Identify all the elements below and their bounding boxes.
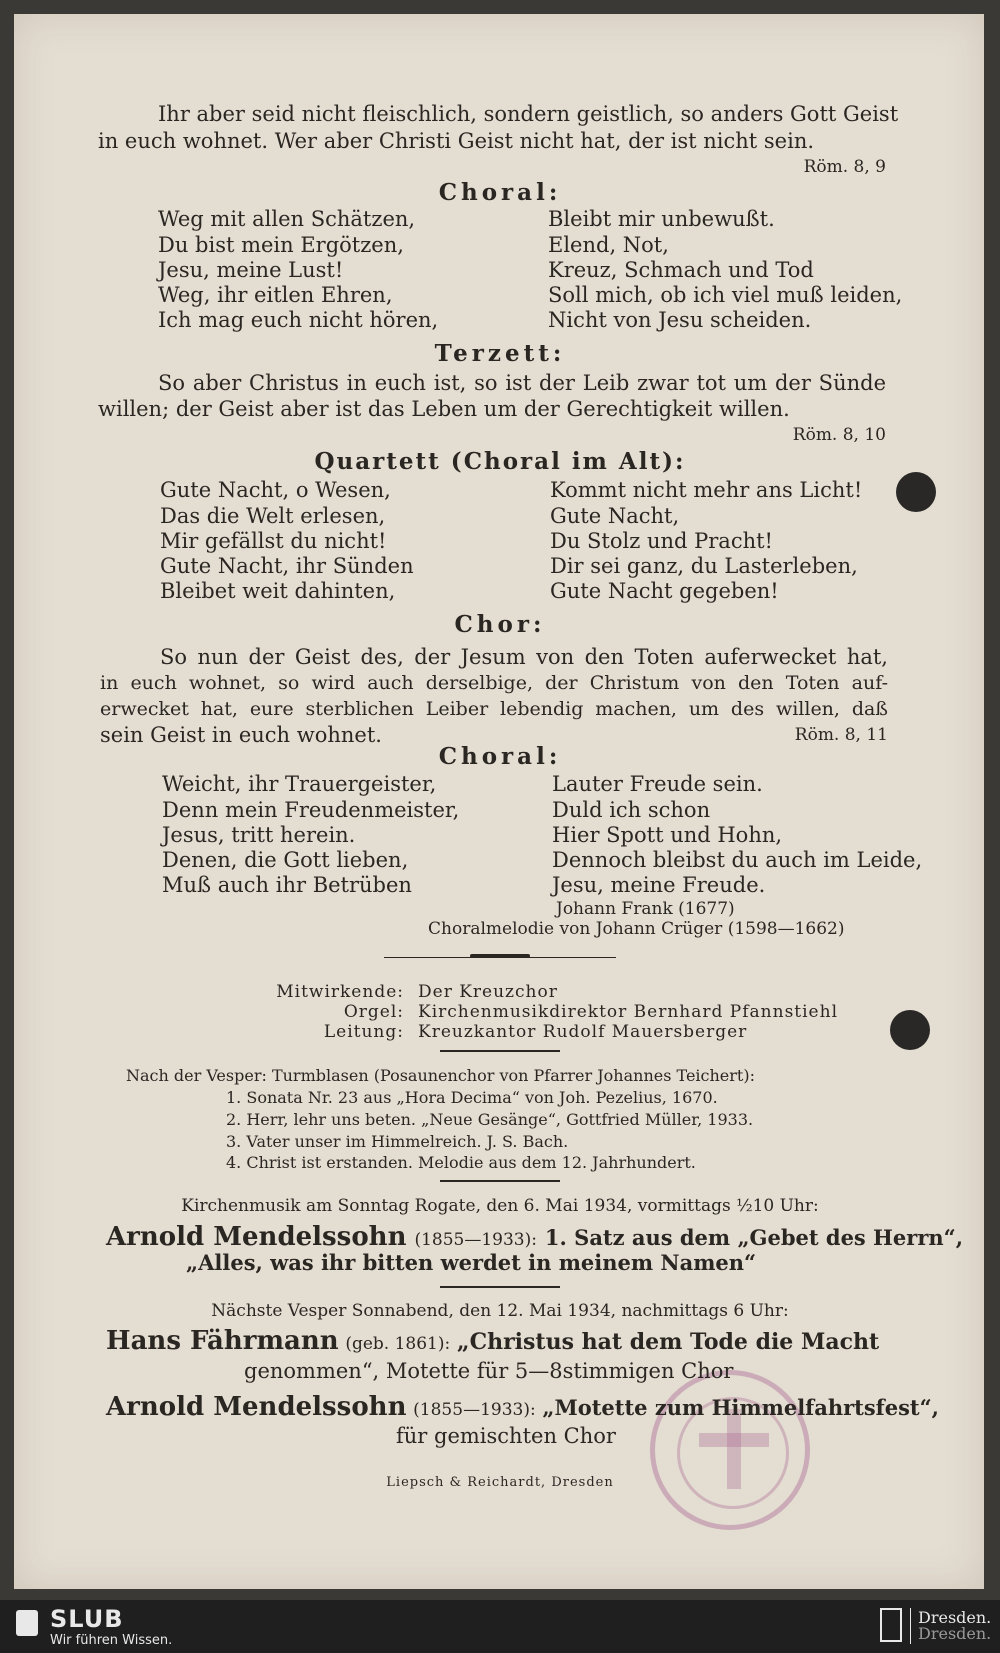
verse-line: Elend, Not, (548, 233, 669, 257)
punch-hole-upper (896, 472, 936, 512)
work-title: für gemischten Chor (396, 1424, 616, 1448)
verse-line: Das die Welt erlesen, (160, 504, 386, 528)
verse-line: Dir sei ganz, du Lasterleben, (550, 554, 858, 578)
credit-name: Kirchenmusikdirektor Bernhard Pfannstiehl (418, 1002, 839, 1022)
verse-line: Gute Nacht gegeben! (550, 579, 779, 603)
section-heading: Choral: (438, 743, 562, 770)
verse-line: Lauter Freude sein. (552, 772, 763, 796)
text-line: in euch wohnet, so wird auch derselbige, der Christum von den Toten auf- (100, 672, 888, 694)
composer-name: Arnold Mendelssohn (106, 1222, 407, 1252)
verse-line: Weg mit allen Schätzen, (158, 207, 416, 231)
credit-role: Orgel: (343, 1002, 404, 1022)
punch-hole-lower (890, 1010, 930, 1050)
work-title: „Alles, was ihr bitten werdet in meinem Namen“ (186, 1250, 757, 1275)
composer-dates: (1855—1933): (414, 1230, 537, 1250)
divider (910, 1608, 911, 1644)
verse-line: Weg, ihr eitlen Ehren, (158, 283, 393, 307)
verse-line: Nicht von Jesu scheiden. (548, 308, 812, 332)
verse-line: Gute Nacht, o Wesen, (160, 478, 391, 502)
verse-line: Bleibet weit dahinten, (160, 579, 396, 603)
turmblasen-intro: Nach der Vesper: Turmblasen (Posaunenchor von Pfarrer Johannes Teichert): (126, 1066, 755, 1085)
text-line: Ihr aber seid nicht fleischlich, sondern geistlich, so anders Gott Geist (158, 102, 899, 126)
naechste-line (106, 1328, 879, 1357)
text-line: in euch wohnet. Wer aber Christi Geist nicht hat, der ist nicht sein. (98, 129, 815, 153)
verse-line: Kreuz, Schmach und Tod (548, 258, 814, 282)
verse-line: Bleibt mir unbewußt. (548, 207, 775, 231)
book-icon (16, 1610, 38, 1636)
city-name-mirror: Dresden. (918, 1624, 992, 1643)
verse-line: Du Stolz und Pracht! (550, 529, 773, 553)
verse-line: Gute Nacht, ihr Sünden (160, 554, 414, 578)
credit-name: Der Kreuzchor (418, 982, 558, 1002)
verse-line: Mir gefällst du nicht! (160, 529, 387, 553)
naechste-intro: Nächste Vesper Sonnabend, den 12. Mai 1934, nachmittags 6 Uhr: (211, 1301, 789, 1321)
composer-name: Hans Fährmann (106, 1326, 339, 1356)
list-item: 1. Sonata Nr. 23 aus „Hora Decima“ von Joh. Pezelius, 1670. (226, 1088, 718, 1107)
city-name[interactable]: Dresden. (918, 1608, 992, 1627)
composer-dates: (geb. 1861): (345, 1334, 451, 1354)
text-line: willen; der Geist aber ist das Leben um der Gerechtigkeit willen. (98, 397, 790, 421)
divider (440, 1050, 560, 1052)
work-title: „Motette zum Himmelfahrtsfest“, (542, 1395, 939, 1420)
library-tagline: Wir führen Wissen. (50, 1633, 173, 1648)
verse-line: Jesus, tritt herein. (162, 823, 356, 847)
verse-line: Weicht, ihr Trauergeister, (162, 772, 437, 796)
section-heading: Chor: (454, 611, 546, 638)
melody-credit: Choralmelodie von Johann Crüger (1598—1662) (428, 919, 845, 939)
section-heading: Choral: (438, 179, 562, 206)
verse-line: Jesu, meine Lust! (158, 258, 344, 282)
text-line: So aber Christus in euch ist, so ist der Leib zwar tot um der Sünde (158, 371, 886, 395)
list-item: 2. Herr, lehr uns beten. „Neue Gesänge“, Gottfried Müller, 1933. (226, 1110, 754, 1129)
viewer-footer (0, 1600, 1000, 1653)
section-heading: Quartett (Choral im Alt): (314, 448, 686, 475)
divider (440, 1180, 560, 1182)
text-line: erwecket hat, eure sterblichen Leiber lebendig machen, um des willen, daß (100, 698, 888, 720)
verse-line: Du bist mein Ergötzen, (158, 233, 404, 257)
verse-line: Denn mein Freudenmeister, (162, 798, 460, 822)
kirchenmusik-intro: Kirchenmusik am Sonntag Rogate, den 6. Mai 1934, vormittags ½10 Uhr: (181, 1196, 819, 1216)
credit-name: Kreuzkantor Rudolf Mauersberger (418, 1022, 748, 1042)
verse-line: Soll mich, ob ich viel muß leiden, (548, 283, 903, 307)
printer-imprint: Liepsch & Reichardt, Dresden (386, 1475, 614, 1490)
bible-reference: Röm. 8, 10 (792, 425, 886, 445)
bible-reference: Röm. 8, 11 (794, 725, 888, 745)
library-name[interactable]: SLUB (50, 1605, 124, 1633)
verse-line: Denen, die Gott lieben, (162, 848, 409, 872)
author-credit: Johann Frank (1677) (556, 899, 735, 919)
work-title: genommen“, Motette für 5—8stimmigen Chor (244, 1359, 734, 1383)
ornament (470, 954, 530, 958)
verse-line: Duld ich schon (552, 798, 711, 822)
verse-line: Dennoch bleibst du auch im Leide, (552, 848, 923, 872)
credit-role: Leitung: (323, 1022, 404, 1042)
divider (440, 1286, 560, 1288)
verse-line: Kommt nicht mehr ans Licht! (550, 478, 863, 502)
list-item: 4. Christ ist erstanden. Melodie aus dem 12. Jahrhundert. (226, 1153, 696, 1172)
text-line: So nun der Geist des, der Jesum von den Toten auferwecket hat, (160, 645, 888, 669)
credit-role: Mitwirkende: (276, 982, 404, 1002)
dresden-crest-icon (880, 1608, 902, 1642)
naechste-line (106, 1394, 939, 1423)
work-title: 1. Satz aus dem „Gebet des Herrn“, (544, 1225, 964, 1250)
text-line: sein Geist in euch wohnet. (100, 723, 382, 747)
section-heading: Terzett: (434, 340, 566, 367)
bible-reference: Röm. 8, 9 (803, 157, 886, 177)
verse-line: Gute Nacht, (550, 504, 680, 528)
work-title: „Christus hat dem Tode die Macht (456, 1329, 880, 1355)
verse-line: Ich mag euch nicht hören, (158, 308, 439, 332)
verse-line: Muß auch ihr Betrüben (162, 873, 412, 897)
composer-dates: (1855—1933): (413, 1400, 536, 1420)
verse-line: Jesu, meine Freude. (552, 873, 766, 897)
verse-line: Hier Spott und Hohn, (552, 823, 783, 847)
list-item: 3. Vater unser im Himmelreich. J. S. Bach. (226, 1132, 569, 1151)
composer-name: Arnold Mendelssohn (106, 1392, 407, 1422)
